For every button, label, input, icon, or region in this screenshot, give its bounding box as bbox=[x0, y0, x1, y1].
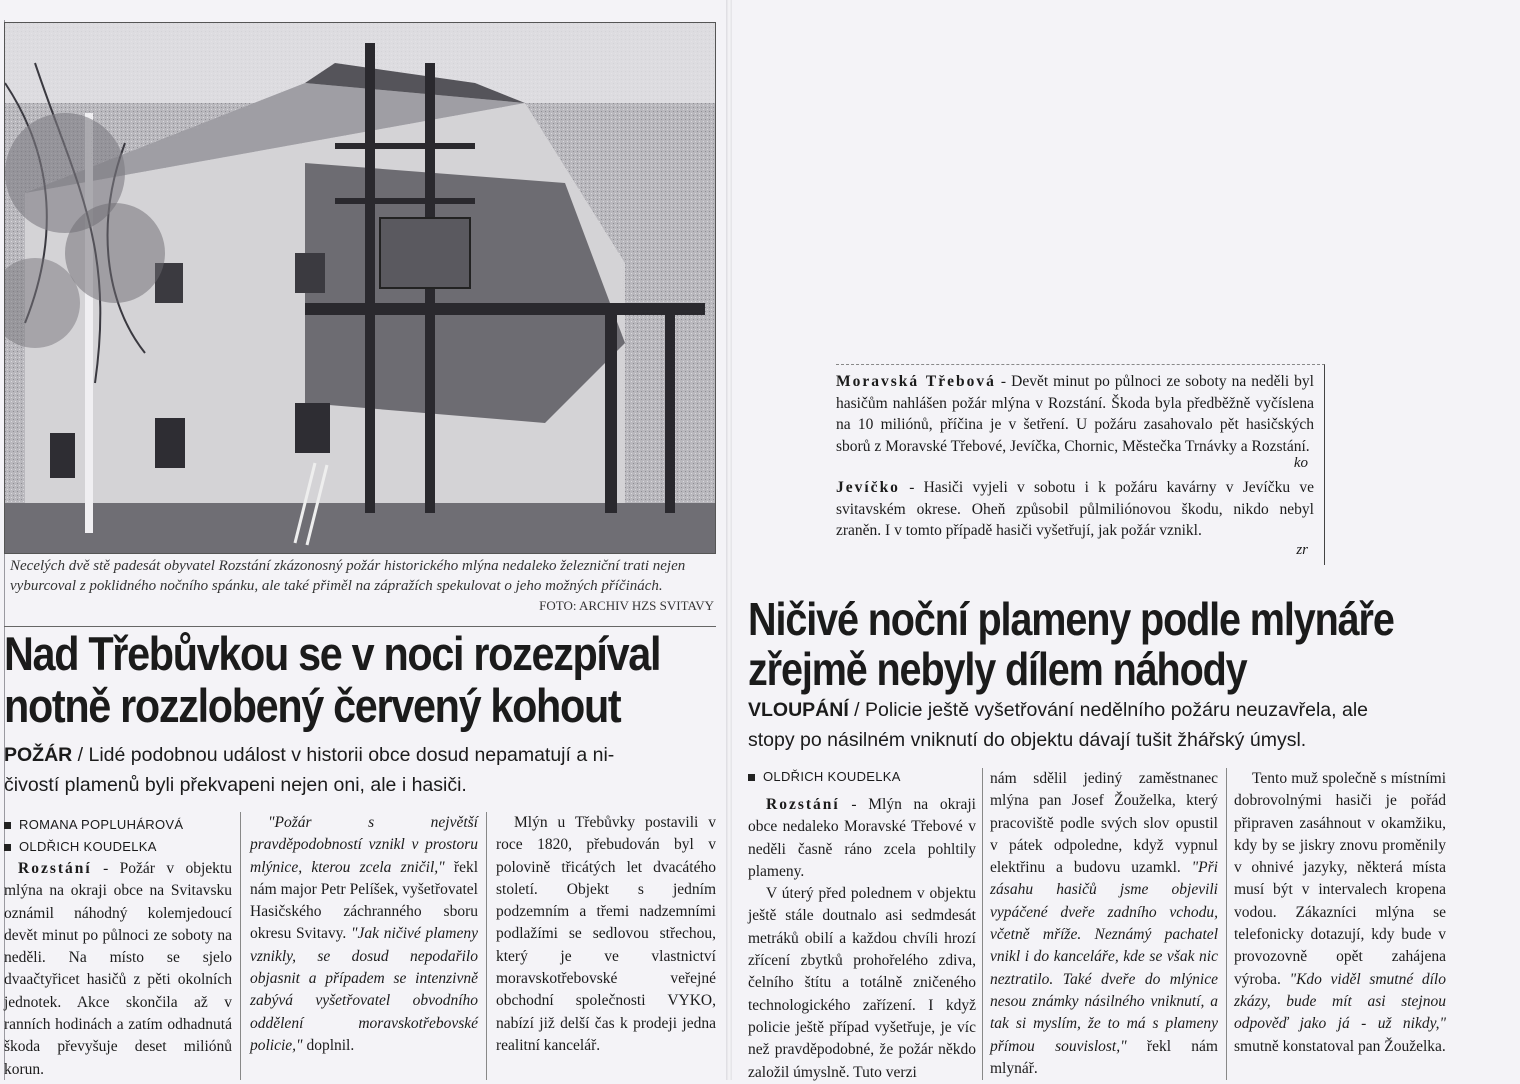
right-col3-text-2: smutně konstatoval pan Žouželka. bbox=[1234, 1037, 1446, 1055]
right-col2-text-2: řekl nám mlynář. bbox=[990, 1037, 1218, 1077]
right-column-2 bbox=[990, 768, 1218, 1080]
left-column-1 bbox=[4, 858, 232, 1081]
brief-2-signature: zr bbox=[1296, 542, 1308, 558]
left-col3-text: Mlýn u Třebůvky postavili v roce 1820, přebudován byl v polovině třicátých let dvacátého století. Objekt s jedním podzemním a třemi nadzemními podlažími se sedlovou střechou, který je ve vlastnictví moravskotřebovské veřejné obchodní společnosti VYKO, nabízí již delší čas k prodeji jedna realitní kancelář. bbox=[496, 814, 716, 1054]
dateline: Rozstání bbox=[18, 860, 92, 877]
news-brief-box bbox=[836, 364, 1325, 565]
right-column-3 bbox=[1234, 768, 1446, 1058]
left-headline-line-2: notně rozzlobený červený kohout bbox=[4, 679, 621, 732]
right-column-1 bbox=[748, 794, 976, 1084]
byline-author-2: OLDŘICH KOUDELKA bbox=[19, 839, 157, 854]
brief-2-place: Jevíčko bbox=[836, 479, 900, 496]
byline-bullet bbox=[4, 844, 11, 851]
right-byline bbox=[748, 766, 901, 788]
right-headline-line-2: zřejmě nebyly dílem náhody bbox=[748, 643, 1247, 695]
column-rule bbox=[1226, 768, 1227, 1080]
photo-credit: FOTO: ARCHIV HZS SVITAVY bbox=[539, 598, 714, 613]
right-col1-text-2: V úterý před polednem v objektu ještě stále doutnalo asi sedmdesát metráků obilí a každou chvíli hrozí zřícení zbytků prohořelého zdiva, čelního štítu a totálně zničeného technologického zařízení. I když policie ještě případ vyšetřuje, je víc než pravděpodobné, že požár někdo založil úmyslně. Tuto verzi bbox=[748, 885, 976, 1081]
byline-author: OLDŘICH KOUDELKA bbox=[763, 769, 901, 784]
right-col1-text-1: - Mlýn na okraji obce nedaleko Moravské Třebové v neděli časně ráno zcela pohltily plameny. bbox=[748, 796, 976, 880]
brief-2-text: - Hasiči vyjeli v sobotu i k požáru kavárny v Jevíčku ve svitavském okrese. Oheň způsobil půlmiliónovou škodu, nikdo nebyl zraněn. I v tomto případě hasiči vyšetřují, jak požár vznikl. bbox=[836, 479, 1314, 539]
right-lead-line-2: stopy po násilném vniknutí do objektu dávají tušit žhářský úmysl. bbox=[748, 729, 1307, 751]
left-lead-line-2: čivostí plamenů byli překvapeni nejen oni, ale i hasiči. bbox=[4, 774, 467, 796]
brief-1 bbox=[836, 371, 1314, 457]
byline-bullet bbox=[4, 822, 11, 829]
column-rule bbox=[486, 812, 487, 1080]
quote-1: "Požár s největší pravděpodobností vznikl v prostoru mlýnice, kterou zcela zničil," bbox=[250, 814, 478, 876]
right-headline bbox=[748, 594, 1402, 694]
right-col3-text-1: Tento muž společně s místními dobrovolnými hasiči je pořád připraven zasáhnout v okamžiku, kdy by se jiskry znovu proměnily v ohnivé jazyky, některá místa musí být v intervalech kropena vodou. Zákazníci mlýna se telefonicky dotazují, kdy bude v provozovně opět zahájena výroba. bbox=[1234, 770, 1446, 988]
left-lead-line-1: / Lidé podobnou událost v historii obce dosud nepamatují a ni- bbox=[72, 744, 615, 766]
column-rule bbox=[982, 768, 983, 1080]
mill-photo bbox=[4, 22, 716, 554]
page-fold bbox=[726, 0, 732, 1080]
right-col2-text-1: nám sdělil jediný zaměstnanec mlýna pan Josef Žouželka, který pracoviště podle svých slov opustil v pátek odpoledne, když vypnul elektřinu a budovu uzamkl. bbox=[990, 770, 1218, 877]
brief-1-place: Moravská Třebová bbox=[836, 373, 996, 390]
brief-1-signature: ko bbox=[1293, 455, 1308, 471]
left-headline bbox=[4, 627, 661, 732]
left-col2-text-2: doplnil. bbox=[302, 1036, 355, 1054]
brief-2 bbox=[836, 477, 1314, 542]
closing-quote: "Kdo viděl smutné dílo zkázy, bude mít asi stejnou odpověď jako já - už nikdy," bbox=[1234, 970, 1446, 1033]
left-col2-text-1: řekl nám major Petr Pelíšek, vyšetřovatel Hasičského záchranného sboru okresu Svitavy. bbox=[250, 858, 478, 943]
byline-author-1: ROMANA POPLUHÁROVÁ bbox=[19, 817, 184, 832]
byline-bullet bbox=[748, 774, 755, 781]
left-headline-line-1: Nad Třebůvkou se v noci rozezpíval bbox=[4, 627, 661, 680]
photo-caption bbox=[10, 556, 714, 613]
column-rule bbox=[240, 812, 241, 1080]
brief-1-text: - Devět minut po půlnoci ze soboty na neděli byl hasičům nahlášen požár mlýna v Rozstání. Škoda byla předběžně vyčíslena na 10 miliónů, příčina je v šetření. U požáru zasahovalo pět hasičských sborů z Moravské Třebové, Jevíčka, Chornic, Městečka Trnávky a Rozstání. bbox=[836, 373, 1314, 455]
right-lead-line-1: / Policie ještě vyšetřování nedělního požáru neuzavřela, ale bbox=[848, 699, 1368, 721]
right-lead bbox=[748, 695, 1508, 755]
dateline: Rozstání bbox=[766, 796, 840, 813]
left-lead-kicker: POŽÁR bbox=[4, 744, 73, 766]
miller-quote: "Při zásahu hasičů jsme objevili vypáčené dveře zadního vchodu, včetně mříže. Neznámý pachatel vnikl i do kanceláře, kde se však nic neztratilo. Také dveře do mlýnice nesou známky násilného vniknutí, a tak si myslím, že to má s plameny přímou souvislost," bbox=[990, 859, 1218, 1055]
caption-text: Necelých dvě stě padesát obyvatel Rozstání zkázonosný požár historického mlýna nedaleko železniční trati nejen vyburcoval z poklidného nočního spánku, ale také přiměl na zápražích spekulovat o jeho možných příčinách. bbox=[10, 558, 686, 594]
right-lead-kicker: VLOUPÁNÍ bbox=[748, 699, 849, 721]
left-column-2 bbox=[250, 812, 478, 1057]
left-lead bbox=[4, 740, 719, 800]
right-headline-line-1: Ničivé noční plameny podle mlynáře bbox=[748, 593, 1394, 645]
mill-photo-illustration bbox=[5, 23, 715, 553]
left-column-3 bbox=[496, 812, 716, 1057]
left-col1-text: - Požár v objektu mlýna na okraji obce na Svitavsku oznámil náhodný kolemjedoucí devět minut po půlnoci ze soboty na neděli. Na místo se sjelo dvaačtyřicet hasičů z pěti okolních jednotek. Akce skončila až v ranních hodinách a zatím odhadnutá škoda převyšuje deset miliónů korun. bbox=[4, 860, 232, 1078]
quote-2: "Jak ničivé plameny vznikly, se dosud nepodařilo objasnit a případem se intenzivně zabývá vyšetřovatel obvodního oddělení moravskotřebovské policie," bbox=[250, 925, 478, 1054]
left-bylines bbox=[4, 814, 183, 858]
